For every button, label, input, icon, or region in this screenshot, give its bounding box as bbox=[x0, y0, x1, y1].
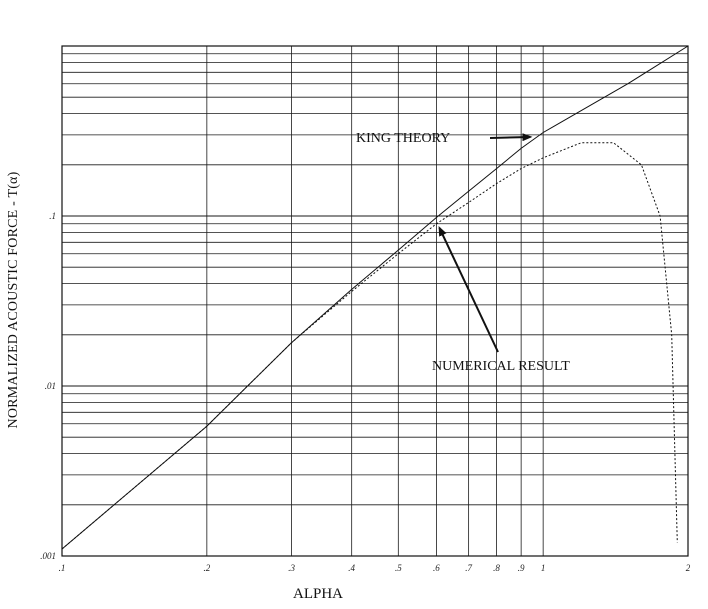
y-tick-label: .001 bbox=[40, 551, 56, 561]
x-axis-title: ALPHA bbox=[292, 586, 344, 602]
x-tick-label: 1 bbox=[540, 563, 546, 573]
x-tick-label: .6 bbox=[433, 563, 440, 573]
y-tick-label: .1 bbox=[49, 211, 56, 221]
y-axis-title: NORMALIZED ACOUSTIC FORCE - T(α) bbox=[6, 171, 21, 429]
grid bbox=[62, 46, 688, 556]
annotation-king-theory: KING THEORY bbox=[356, 131, 451, 146]
tick-labels bbox=[40, 211, 691, 573]
series bbox=[62, 46, 688, 549]
annotation-numerical-result: NUMERICAL RESULT bbox=[432, 359, 570, 374]
x-tick-label: .7 bbox=[465, 563, 473, 573]
annotations bbox=[356, 131, 570, 374]
x-tick-label: .9 bbox=[517, 563, 525, 573]
arrow-king-theory bbox=[490, 137, 530, 138]
x-tick-label: .3 bbox=[288, 563, 295, 573]
x-tick-label: .2 bbox=[203, 563, 211, 573]
x-tick-label: 2 bbox=[685, 563, 691, 573]
series-line-numerical-result bbox=[62, 143, 677, 549]
series-line-king-theory bbox=[62, 46, 688, 549]
plot-frame bbox=[62, 46, 688, 556]
y-tick-label: .01 bbox=[44, 381, 56, 391]
axes bbox=[62, 46, 688, 556]
x-tick-label: .5 bbox=[394, 563, 402, 573]
x-tick-label: .8 bbox=[493, 563, 500, 573]
x-tick-label: .1 bbox=[58, 563, 66, 573]
x-tick-label: .4 bbox=[348, 563, 356, 573]
